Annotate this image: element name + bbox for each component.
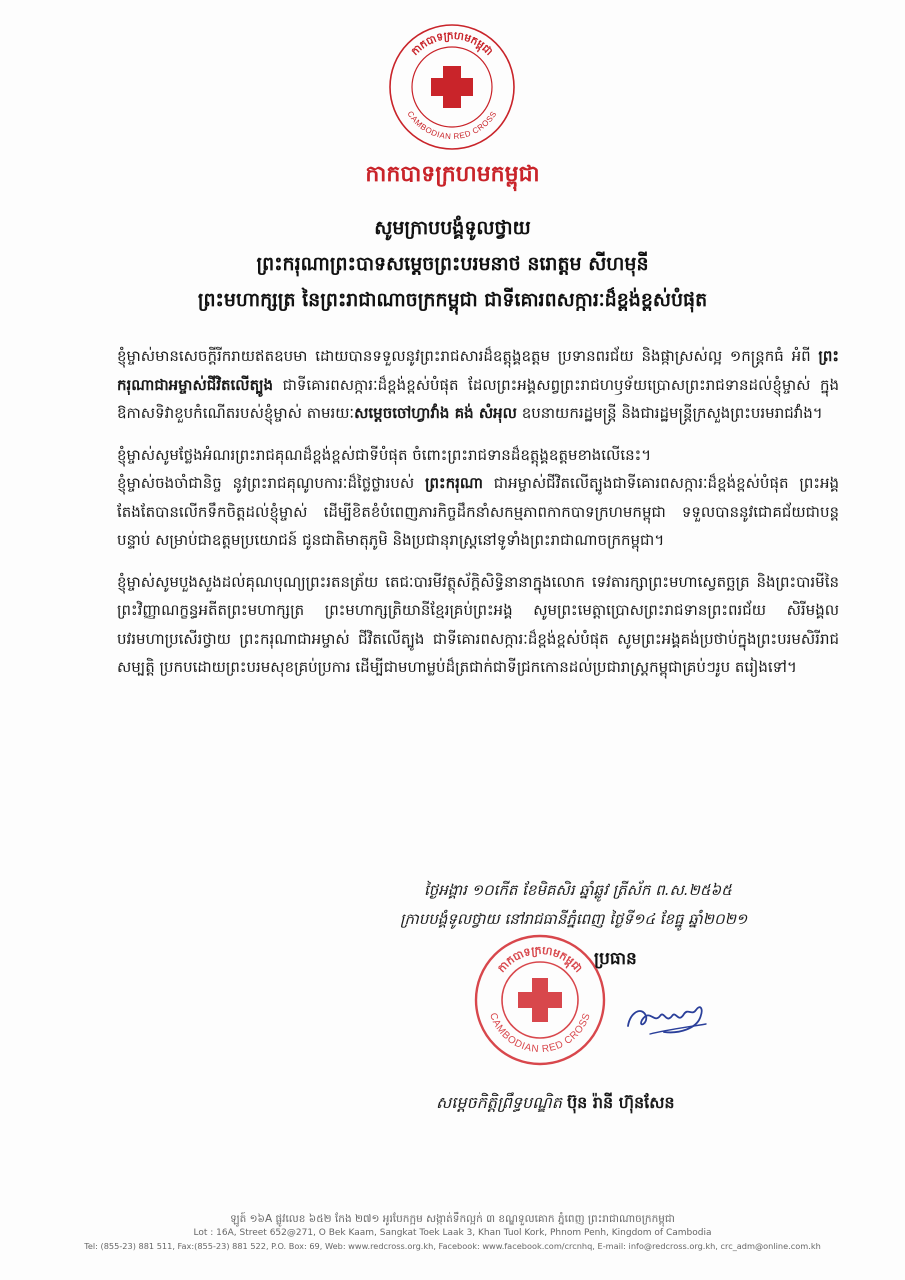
paragraph-1-text-b: ជាទីគោរពសក្ការៈដ៏ខ្ពង់ខ្ពស់បំផុត ដែលព្រះអង្គសព្វព្រះរាជហឫទ័យប្រោសព្រះរាជទានដល់ខ្ញុំម្ចាស់ ក្នុងឱកាសទិវាខួបកំណើតរបស់ខ្ញុំម្ចាស់ តាមរយៈ (117, 375, 839, 422)
heading-line-3: ព្រះមហាក្សត្រ នៃព្រះរាជាណាចក្រកម្ពុជា ជាទីគោរពសក្ការៈដ៏ខ្ពង់ខ្ពស់បំផុត (197, 289, 708, 311)
date-block (400, 876, 870, 934)
signer-role: ប្រធាន (594, 949, 637, 969)
paragraph-1-text-c: ឧបនាយករដ្ឋមន្ត្រី និងជារដ្ឋមន្ត្រីក្រសួងព្រះបរមរាជវាំង។ (516, 404, 823, 422)
paragraph-3-text-b: ជាអម្ចាស់ជីវិតលើត្បូងជាទីគោរពសក្ការៈដ៏ខ្ពង់ខ្ពស់បំផុត ព្រះអង្គតែងតែបានលើកទឹកចិត្តដល់ខ្ញុំម្ចាស់ ដើម្បីខិតខំបំពេញភារកិច្ចដឹកនាំសកម្មភាពកាកបាទក្រហមកម្ពុជា ទទួលបាននូវជោគជ័យជាបន្តបន្ទាប់ សម្រាប់ជាឧត្តមប្រយោជន៍ ជូនជាតិមាតុភូមិ និងប្រជានុរាស្ត្រនៅទូទាំងព្រះរាជាណាចក្រកម្ពុជា។ (117, 474, 839, 549)
logo-ring-text-bottom: CAMBODIAN RED CROSS (405, 109, 499, 142)
paragraph-1-bold-a: ព្រះករុណាជាអម្ចាស់ជីវិតលើត្បូង (117, 347, 839, 394)
letter-body (117, 342, 839, 695)
signer-honorific: សម្ដេចកិត្តិព្រឹទ្ធបណ្ឌិត (436, 1093, 562, 1112)
paragraph-1-text-a: ខ្ញុំម្ចាស់មានសេចក្តីរីករាយឥតឧបមា ដោយបានទទួលនូវព្រះរាជសារដ៏ឧត្ដុង្គឧត្ដម ប្រទានពរជ័យ និងផ្កាស្រស់ល្អ ១កន្ត្រកធំ អំពី (117, 347, 819, 365)
footer-address-english: Lot : 16A, Street 652@271, O Bek Kaam, Sangkat Toek Laak 3, Khan Tuol Kork, Phnom Penh, Kingdom of Cambodia (193, 1228, 712, 1238)
signer-name: ប៊ុន រ៉ានី ហ៊ុនសែន (566, 1093, 675, 1112)
svg-text:កាកបាទក្រហមកម្ពុជា (495, 944, 585, 975)
paragraph-1 (117, 342, 839, 428)
paragraph-1-bold-b: សម្តេចចៅហ្វាវាំង គង់ សំអុល (354, 404, 517, 422)
paragraph-3 (117, 469, 839, 555)
svg-text:កាកបាទក្រហមកម្ពុជា (409, 30, 495, 58)
stamp-ring-text-top: កាកបាទក្រហមកម្ពុជា (494, 943, 586, 976)
paragraph-4: ខ្ញុំម្ចាស់សូមបួងសួងដល់គុណបុណ្យព្រះរតនត្រ័យ តេជៈបារមីវត្ថុស័ក្តិសិទ្ធិនានាក្នុងលោក ទេវតារក្សាព្រះមហាស្វេតច្ឆត្រ និងព្រះបារមីនៃព្រះវិញ្ញាណក្ខន្ធអតីតព្រះមហាក្សត្រ ព្រះមហាក្សត្រិយានីខ្មែរគ្រប់ព្រះអង្គ សូមព្រះមេត្តាប្រោសព្រះរាជទានព្រះពរជ័យ សិរីមង្គល បវរមហាប្រសើរថ្វាយ ព្រះករុណាជាអម្ចាស់ ជីវិតលើត្បូង ជាទីគោរពសក្ការៈដ៏ខ្ពង់ខ្ពស់បំផុត សូមព្រះអង្គគង់ប្រថាប់ក្នុងព្រះបរមសិរីរាជសម្បត្តិ ប្រកបដោយព្រះបរមសុខគ្រប់ប្រការ ដើម្បីជាមហាម្លប់ដ៏ត្រជាក់ជាទីជ្រកកោនដល់ប្រជារាស្ត្រកម្ពុជាគ្រប់ៗរូប តរៀងទៅ។ (117, 572, 839, 676)
red-cross-stamp (472, 932, 608, 1068)
svg-text:CAMBODIAN RED CROSS (405, 110, 498, 142)
solar-date: ក្រាបបង្គំទូលថ្វាយ នៅរាជធានីភ្នំពេញ ថ្ងៃទី១៤ ខែធ្នូ ឆ្នាំ២០២១ (400, 910, 748, 928)
lunar-date: ថ្ងៃអង្គារ ១០កើត ខែមិគសិរ ឆ្នាំឆ្លូវ ត្រីស័ក ព.ស.២៥៦៥ (424, 881, 732, 899)
organization-name: កាកបាទក្រហមកម្ពុជា (365, 162, 540, 187)
paragraph-3-text-a: ខ្ញុំម្ចាស់ចងចាំជានិច្ច នូវព្រះរាជគុណូបការៈដ៏ថ្លៃថ្លារបស់ (117, 474, 425, 492)
heading-line-2: ព្រះករុណាព្រះបាទសម្ដេចព្រះបរមនាថ នរោត្តម សីហមុនី (256, 253, 649, 275)
signatory-line (436, 1092, 675, 1116)
paragraph-2: ខ្ញុំម្ចាស់សូមថ្លែងអំណរព្រះរាជគុណដ៏ខ្ពង់ខ្ពស់ជាទីបំផុត ចំពោះព្រះរាជទានដ៏ឧត្តុង្គឧត្តមខាងលើនេះ។ (117, 445, 652, 464)
stamp-ring-text-bottom: CAMBODIAN RED CROSS (487, 1011, 593, 1056)
letter-heading (40, 210, 865, 318)
paragraph-3-bold: ព្រះករុណា (425, 474, 483, 492)
logo-ring-text-top: កាកបាទក្រហមកម្ពុជា (408, 29, 496, 58)
letter-footer (0, 1212, 905, 1253)
footer-contact: Tel: (855-23) 881 511, Fax:(855-23) 881 522, P.O. Box: 69, Web: www.redcross.org.kh, Facebook: www.facebook.com/crcnhq, E-mail: info@redcross.org.kh, crc_adm@online.com.kh (84, 1241, 821, 1251)
heading-line-1: សូមក្រាបបង្គំទូលថ្វាយ (374, 217, 531, 239)
footer-address-khmer: ឡូត៍ ១៦A ផ្លូវលេខ ៦៥២ កែង ២៧១ អូរបែកក្អម សង្កាត់ទឹកល្អក់ ៣ ខណ្ឌទួលគោក ភ្នំពេញ ព្រះរាជាណាចក្រកម្ពុជា (230, 1213, 675, 1225)
cambodian-red-cross-logo (387, 22, 517, 152)
handwritten-signature (620, 994, 710, 1044)
